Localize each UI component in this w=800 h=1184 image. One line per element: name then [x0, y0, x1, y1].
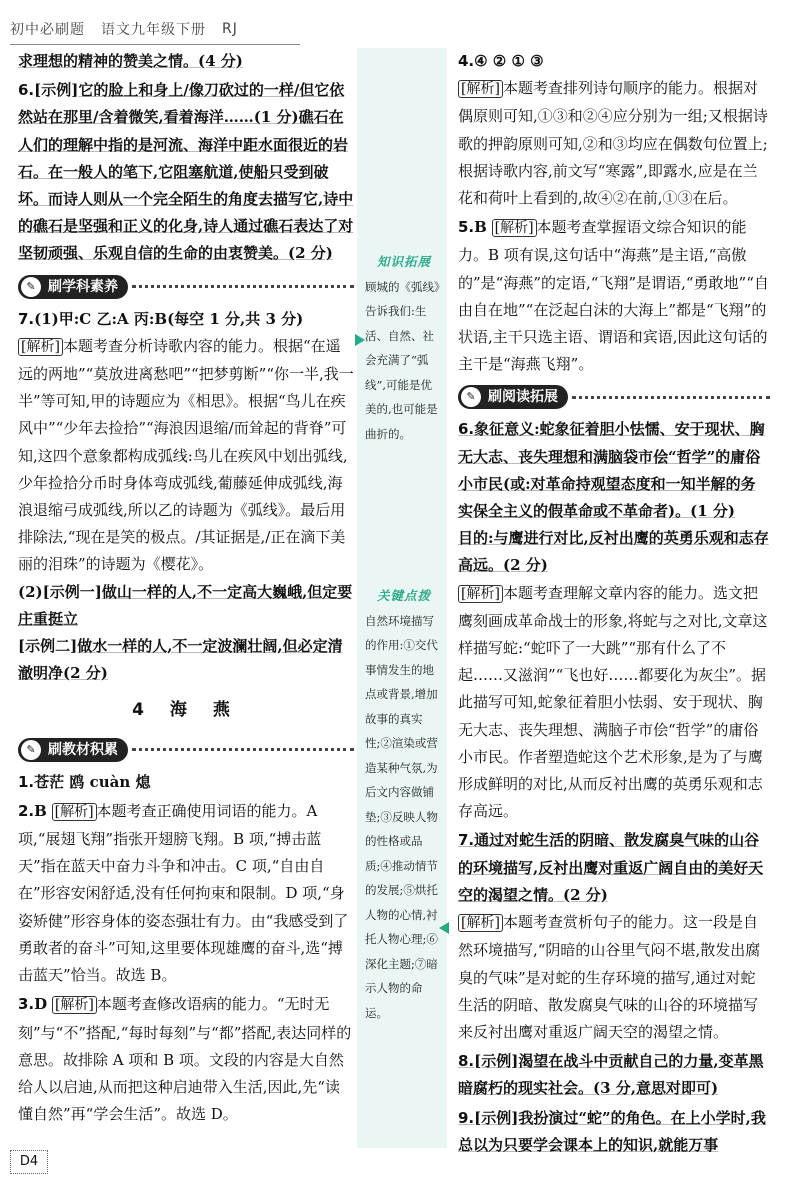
chapter-title: 4 海 燕	[132, 700, 240, 721]
section-badge: ✎ 刷阅读拓展	[458, 385, 568, 409]
question-number: 7.	[458, 831, 475, 850]
question-number: 6.	[18, 81, 35, 100]
answer-text: 象征意义:蛇象征着胆小怯懦、安于现状、胸无大志、丧失理想和满脑袋市侩“哲学”的庸俗小市民(或:对革命持观望态度和一知半解的务实保全主义的假革命或不革命者)。(1 分)	[458, 420, 765, 521]
right-question-5	[458, 214, 770, 378]
answer-text: (1)甲:C 乙:A 丙:B(每空 1 分,共 3 分)	[34, 309, 304, 328]
answer-text: 我扮演过“蛇”的角色。在上小学时,我总以为只要学会课本上的知识,就能万事	[458, 1108, 766, 1154]
left-column	[18, 48, 354, 1130]
answer-text: ④ ② ① ③	[474, 52, 544, 70]
analysis-label: [解析]	[18, 338, 63, 356]
analysis-label: [解析]	[492, 219, 537, 237]
question-number: 9.	[458, 1108, 475, 1127]
knowledge-tip	[365, 250, 443, 446]
sub-question-label: (2)	[18, 582, 43, 601]
pointer-arrow-icon	[439, 922, 449, 934]
edition-label: RJ	[222, 21, 238, 37]
key-point-tip	[365, 584, 443, 1025]
right-column	[458, 48, 770, 1161]
tip-title: 关键点拨	[376, 588, 431, 603]
analysis-text: 本题考查正确使用词语的能力。A 项,“展翅飞翔”指张开翅膀飞翔。B 项,“搏击蓝天”指在蓝天中奋力斗争和冲击。C 项,“自由自在”形容安闲舒适,没有任何拘束和限制。D 项,“身姿矫健”形容身体的姿态强壮有力。由“我感受到了勇敢者的奋斗”可知,这里要体现雄鹰的奋斗,选“搏击蓝天”恰当。故选 B。	[18, 801, 349, 985]
pointer-arrow-icon	[355, 334, 365, 346]
question-number: 8.	[458, 1052, 475, 1071]
brush-icon: ✎	[461, 387, 481, 407]
question-number: 4.	[458, 52, 475, 70]
analysis-text: 本题考查赏析句子的能力。这一段是自然环境描写,“阴暗的山谷里气闷不堪,散发出腐臭的气味”是对蛇的生存环境的描写,通过对蛇生活的阴暗、散发腐臭气味的山谷的环境描写来反衬出鹰对重返广阔天空的渴望之情。	[458, 913, 761, 1041]
answer-text: B	[474, 218, 487, 237]
example-label: [示例]	[34, 81, 79, 100]
left-question-7	[18, 306, 354, 688]
tip-text: 顾城的《弧线》告诉我们:生活、自然、社会充满了“弧线”,可能是优美的,也可能是曲折的。	[365, 279, 440, 441]
analysis-text: 本题考查掌握语文综合知识的能力。B 项有误,这句话中“海燕”是主语,“高傲的”是“海燕”的定语,“飞翔”是谓语,“勇敢地”“自由自在地”“在泛起白沫的大海上”都是“飞翔”的状语,主干只选主语、谓语和宾语,因此这句话的主干是“海燕飞翔”。	[458, 218, 769, 374]
example-label: [示例一]	[42, 582, 102, 601]
answer-text: 它的脸上和身上/像刀砍过的一样/但它依然站在那里/含着微笑,看着海洋……(1 分)	[18, 81, 345, 127]
right-question-4	[458, 48, 770, 212]
analysis-text: 本题考查排列诗句顺序的能力。根据对偶原则可知,①③和②④应分别为一组;又根据诗歌的押韵原则可知,②和③均应在偶数句位置上;根据诗歌内容,前文写“寒露”,即露水,应是在兰花和荷叶上看到的,故④②在前,①③在后。	[458, 79, 768, 208]
answer-text: 做山一样的人,不一定高大巍峨,但定要庄重挺立	[18, 582, 353, 628]
left-question-3	[18, 991, 354, 1128]
section-badge: ✎ 刷学科素养	[18, 275, 128, 299]
section-header	[18, 735, 354, 765]
question-number: 2.	[18, 801, 35, 820]
section-badge: ✎ 刷教材积累	[18, 738, 128, 762]
analysis-label: [解析]	[458, 914, 503, 932]
example-label: [示例二]	[18, 637, 78, 656]
analysis-text: 本题考查修改语病的能力。“无时无刻”与“不”搭配,“每时每刻”与“都”搭配,表达同样的意思。故排除 A 项和 B 项。文段的内容是大自然给人以启迪,从而把这种启迪带入生活,因此,先“读懂自然”再“学会生活”。故选 D。	[18, 995, 352, 1124]
page-number: D4	[10, 1150, 48, 1174]
brush-icon: ✎	[21, 277, 41, 297]
answer-text: 礁石在人们的理解中指的是河流、海洋中距水面很近的岩石。在一般人的笔下,它阻塞航道,使船只受到破坏。而诗人则从一个完全陌生的角度去描写它,诗中的礁石是坚强和正义的化身,诗人通过礁石表达了对坚韧顽强、乐观自信的生命的由衷赞美。(2 分)	[18, 108, 354, 263]
answer-text: 苍茫 鸥 cuàn 熄	[34, 772, 151, 791]
tips-column	[357, 48, 447, 1148]
analysis-label: [解析]	[458, 80, 503, 98]
analysis-text: 本题考查分析诗歌内容的能力。根据“在遥远的两地”“莫放进离愁吧”“把梦剪断”“你一半,我一半”等可知,甲的诗题应为《相思》。根据“鸟儿在疾风中”“少年去捡拾”“海浪因退缩/而耸起的背脊”可知,这四个意象都构成弧线:鸟儿在疾风中划出弧线,少年捡拾分币时身体弯成弧线,葡藤延伸成弧线,海浪退缩弓成弧线,所以乙的诗题为《弧线》。最后用排除法,“现在是笑的极点。/其证据是,/正在滴下美丽的泪珠”的诗题为《樱花》。	[18, 336, 354, 574]
question-number: 1.	[18, 772, 35, 791]
right-question-9	[458, 1105, 770, 1159]
right-question-7	[458, 827, 770, 1046]
answer-text: 目的:与鹰进行对比,反衬出鹰的英勇乐观和志存高远。(2 分)	[458, 529, 769, 575]
page-header	[10, 14, 238, 44]
brush-icon: ✎	[21, 740, 41, 760]
question-number: 5.	[458, 218, 475, 237]
section-divider	[132, 285, 354, 288]
answer-text: 做水一样的人,不一定波澜壮阔,但必定清澈明净(2 分)	[18, 637, 343, 683]
header-rule	[10, 44, 300, 45]
section-header	[18, 272, 354, 302]
analysis-label: [解析]	[52, 996, 97, 1014]
right-question-6	[458, 416, 770, 825]
section-divider	[132, 748, 354, 751]
section-header	[458, 382, 770, 412]
question-number: 6.	[458, 420, 475, 439]
series-title: 初中必刷题	[10, 22, 85, 38]
q5-tail: 求理想的精神的赞美之情。(4 分)	[18, 52, 243, 70]
analysis-text: 本题考查理解文章内容的能力。选文把鹰刻画成革命战士的形象,将蛇与之对比,文章这样描写蛇:“蛇吓了一大跳”“那有什么了不起……又滋润”“飞也好……都要化为灰尘”。据此描写可知,蛇象征着胆小怯弱、安于现状、胸无大志、丧失理想、满脑子市侩“哲学”的庸俗小市民。作者塑造蛇这个艺术形象,是为了与鹰形成鲜明的对比,从而反衬出鹰的英勇乐观和志存高远。	[458, 583, 768, 821]
section-divider	[572, 396, 770, 399]
subject-title: 语文九年级下册	[101, 22, 206, 38]
answer-text: B	[34, 801, 47, 820]
tip-text: 自然环境描写的作用:①交代事情发生的地点或背景,增加故事的真实性;②渲染或营造某种气氛,为后文内容做铺垫;③反映人物的性格或品质;④推动情节的发展;⑤烘托人物的心情,衬托人物心理;⑥深化主题;⑦暗示人物的命运。	[365, 613, 438, 1020]
right-question-8	[458, 1048, 770, 1102]
analysis-label: [解析]	[52, 803, 97, 821]
left-question-1	[18, 769, 354, 796]
answer-text: D	[34, 995, 48, 1014]
tip-title: 知识拓展	[376, 254, 431, 269]
question-number: 3.	[18, 995, 35, 1014]
left-question-2	[18, 798, 354, 989]
example-label: [示例]	[474, 1052, 519, 1071]
analysis-label: [解析]	[458, 585, 503, 603]
left-question-6	[18, 77, 354, 267]
answer-text: 渴望在战斗中贡献自己的力量,变革黑暗腐朽的现实社会。(3 分,意思对即可)	[458, 1052, 764, 1098]
question-number: 7.	[18, 309, 35, 328]
answer-text: 通过对蛇生活的阴暗、散发腐臭气味的山谷的环境描写,反衬出鹰对重返广阔自由的美好天空的渴望之情。(2 分)	[458, 831, 764, 904]
example-label: [示例]	[474, 1108, 519, 1127]
